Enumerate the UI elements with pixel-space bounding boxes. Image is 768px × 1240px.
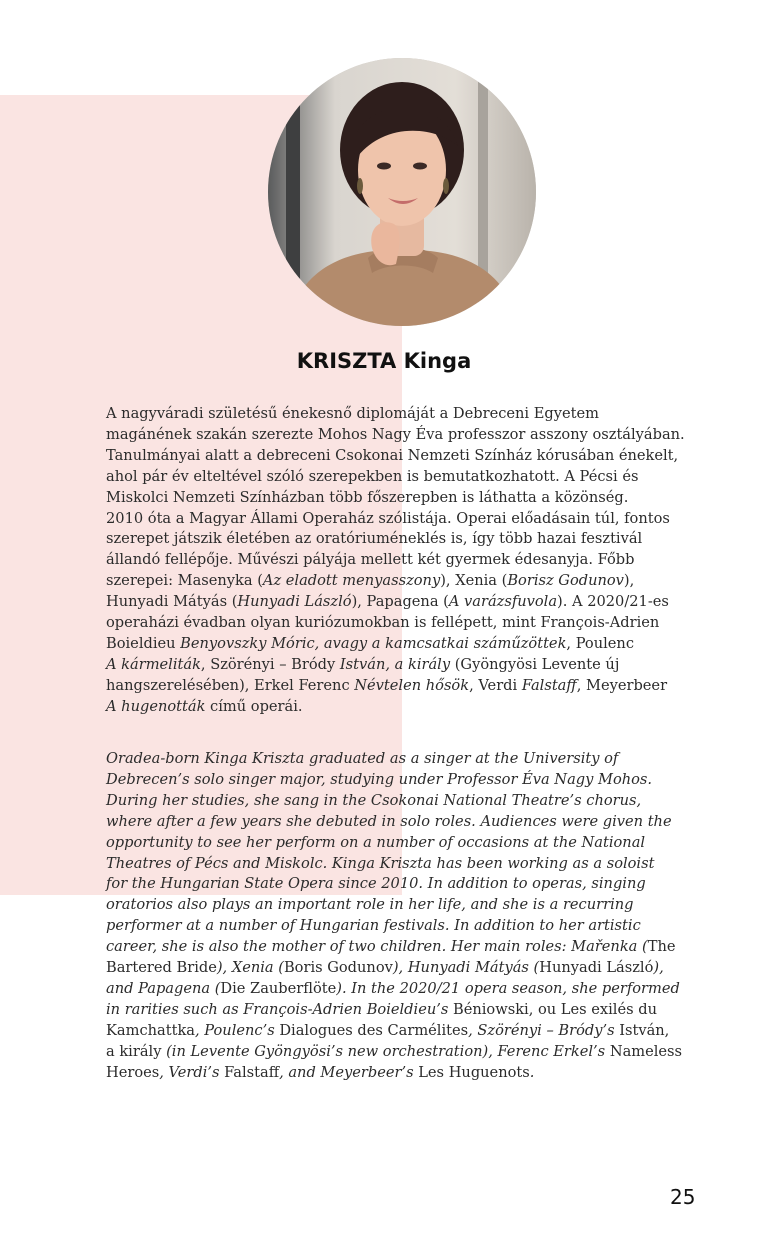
hu-text-line xyxy=(106,697,702,718)
text-run: Boieldieu xyxy=(106,634,181,652)
text-run: where after a few years she debuted in solo roles. Audiences were given the xyxy=(106,812,672,830)
en-text-line xyxy=(106,770,702,791)
work-title: A varázsfuvola xyxy=(448,593,558,611)
en-text-line xyxy=(106,895,702,916)
text-run: operaházi évadban olyan kuriózumokban is fellépett, mint François-Adrien xyxy=(106,614,660,632)
work-title: István, a király xyxy=(339,655,451,673)
work-title: Les Huguenots xyxy=(418,1063,530,1081)
text-run: and Papagena ( xyxy=(106,979,221,997)
text-run: Hunyadi Mátyás ( xyxy=(106,593,238,611)
en-text-line xyxy=(106,958,702,979)
text-run: , Szörényi – Bródy’s xyxy=(468,1021,620,1039)
text-run: , Szörényi – Bródy xyxy=(200,655,340,673)
text-run: . xyxy=(529,1063,535,1081)
en-text-line xyxy=(106,812,702,833)
text-run: During her studies, she sang in the Csokonai National Theatre’s chorus, xyxy=(106,791,642,809)
hu-text-line xyxy=(106,488,702,509)
text-run: ahol pár év elteltével szóló szerepekben is bemutatkozhatott. A Pécsi és xyxy=(106,467,639,485)
text-run: állandó fellépője. Művészi pályája mellett két gyermek édesanyja. Főbb xyxy=(106,551,635,569)
work-title: Falstaff xyxy=(224,1063,280,1081)
hu-text-line xyxy=(106,509,702,530)
en-text-line xyxy=(106,916,702,937)
en-text-line xyxy=(106,1000,702,1021)
text-run: (in Levente Gyöngyösi’s new orchestration), Ferenc Erkel’s xyxy=(161,1042,610,1060)
text-run: 2010 óta a Magyar Állami Operaház szólistája. Operai előadásain túl, fontos xyxy=(106,509,670,527)
hu-text-line xyxy=(106,613,702,634)
work-title: Béniowski, ou Les exilés du xyxy=(453,1000,657,1018)
text-run: performer at a number of Hungarian festivals. In addition to her artistic xyxy=(106,917,641,935)
text-run: Theatres of Pécs and Miskolc. Kinga Kriszta has been working as a soloist xyxy=(106,854,655,872)
hu-text-line xyxy=(106,446,702,467)
en-text-line xyxy=(106,791,702,812)
hu-text-line xyxy=(106,634,702,655)
work-title: Benyovszky Móric, avagy a kamcsatkai száműzöttek xyxy=(180,634,567,652)
page-number: 25 xyxy=(670,1185,696,1209)
text-run: , Meyerbeer xyxy=(576,676,668,694)
work-title: Boris Godunov xyxy=(283,959,393,977)
text-run: , Verdi xyxy=(469,676,522,694)
text-run: szerepet játszik életében az oratóriuméneklés is, így több hazai fesztivál xyxy=(106,530,643,548)
en-text-line xyxy=(106,1021,702,1042)
hu-text-line xyxy=(106,655,702,676)
hungarian-biography xyxy=(106,404,702,718)
text-run: oratorios also plays an important role in her life, and she is a recurring xyxy=(106,896,634,914)
en-text-line xyxy=(106,749,702,770)
work-title: Nameless xyxy=(609,1042,683,1060)
artist-name-title: KRISZTA Kinga xyxy=(296,349,472,373)
text-run: ), Xenia ( xyxy=(440,572,508,590)
text-run: ), xyxy=(623,572,635,590)
hu-text-line xyxy=(106,467,702,488)
text-run: , Poulenc’s xyxy=(195,1021,280,1039)
text-run: Miskolci Nemzeti Színházban több főszerepben is láthatta a közönség. xyxy=(106,488,629,506)
hu-text-line xyxy=(106,571,702,592)
work-title: Heroes xyxy=(106,1063,160,1081)
work-title: István, xyxy=(619,1021,670,1039)
work-title: Bartered Bride xyxy=(106,959,217,977)
en-text-line xyxy=(106,979,702,1000)
en-text-line xyxy=(106,854,702,875)
text-run: opportunity to see her perform on a number of occasions at the National xyxy=(106,833,646,851)
text-run: hangszerelésében), Erkel Ferenc xyxy=(106,676,355,694)
text-run: ), xyxy=(653,959,664,977)
text-run: A nagyváradi születésű énekesnő diplomáját a Debreceni Egyetem xyxy=(106,405,599,422)
en-text-line xyxy=(106,1063,702,1084)
work-title: Falstaff xyxy=(521,676,577,694)
work-title: A hugenották xyxy=(106,697,206,715)
text-run: , Poulenc xyxy=(566,634,634,652)
text-run: ), Hunyadi Mátyás ( xyxy=(392,959,540,977)
work-title: The xyxy=(647,938,676,956)
hu-text-line xyxy=(106,550,702,571)
hu-text-line xyxy=(106,592,702,613)
text-run: című operái. xyxy=(205,697,303,715)
en-text-line xyxy=(106,874,702,895)
work-title: Az eladott menyasszony xyxy=(262,572,441,590)
work-title: Névtelen hősök xyxy=(354,676,470,694)
text-run: , Verdi’s xyxy=(159,1063,225,1081)
text-run: Oradea-born Kinga Kriszta graduated as a singer at the University of xyxy=(106,750,619,767)
text-run: , and Meyerbeer’s xyxy=(279,1063,419,1081)
text-run: ). In the 2020/21 opera season, she performed xyxy=(336,979,680,997)
text-run: Tanulmányai alatt a debreceni Csokonai Nemzeti Színház kórusában énekelt, xyxy=(106,446,679,464)
work-title: a király xyxy=(106,1042,162,1060)
work-title: Die Zauberflöte xyxy=(220,979,337,997)
singer-portrait-photo xyxy=(268,58,536,326)
en-text-line xyxy=(106,1042,702,1063)
hu-text-line xyxy=(106,404,702,425)
text-run: magánének szakán szerezte Mohos Nagy Éva professzor asszony osztályában. xyxy=(106,425,685,443)
work-title: A kármeliták xyxy=(106,655,201,673)
text-run: career, she is also the mother of two children. Her main roles: Mařenka ( xyxy=(106,938,648,956)
text-run: Debrecen’s solo singer major, studying under Professor Éva Nagy Mohos. xyxy=(106,770,653,788)
english-biography xyxy=(106,749,702,1084)
work-title: Kamchattka xyxy=(106,1021,195,1039)
hu-text-line xyxy=(106,676,702,697)
work-title: Hunyadi László xyxy=(237,593,352,611)
text-run: szerepei: Masenyka ( xyxy=(106,572,263,590)
text-run: (Gyöngyösi Levente új xyxy=(450,655,620,673)
hu-text-line xyxy=(106,529,702,550)
work-title: Hunyadi László xyxy=(539,959,654,977)
text-run: ), Xenia ( xyxy=(216,959,284,977)
text-run: for the Hungarian State Opera since 2010. In addition to operas, singing xyxy=(106,875,646,893)
text-run: in rarities such as François-Adrien Boieldieu’s xyxy=(106,1000,453,1018)
text-run: ). A 2020/21-es xyxy=(557,593,669,611)
en-text-line xyxy=(106,833,702,854)
work-title: Borisz Godunov xyxy=(507,572,624,590)
work-title: Dialogues des Carmélites xyxy=(279,1021,469,1039)
hu-text-line xyxy=(106,425,702,446)
text-run: ), Papagena ( xyxy=(351,593,449,611)
en-text-line xyxy=(106,937,702,958)
